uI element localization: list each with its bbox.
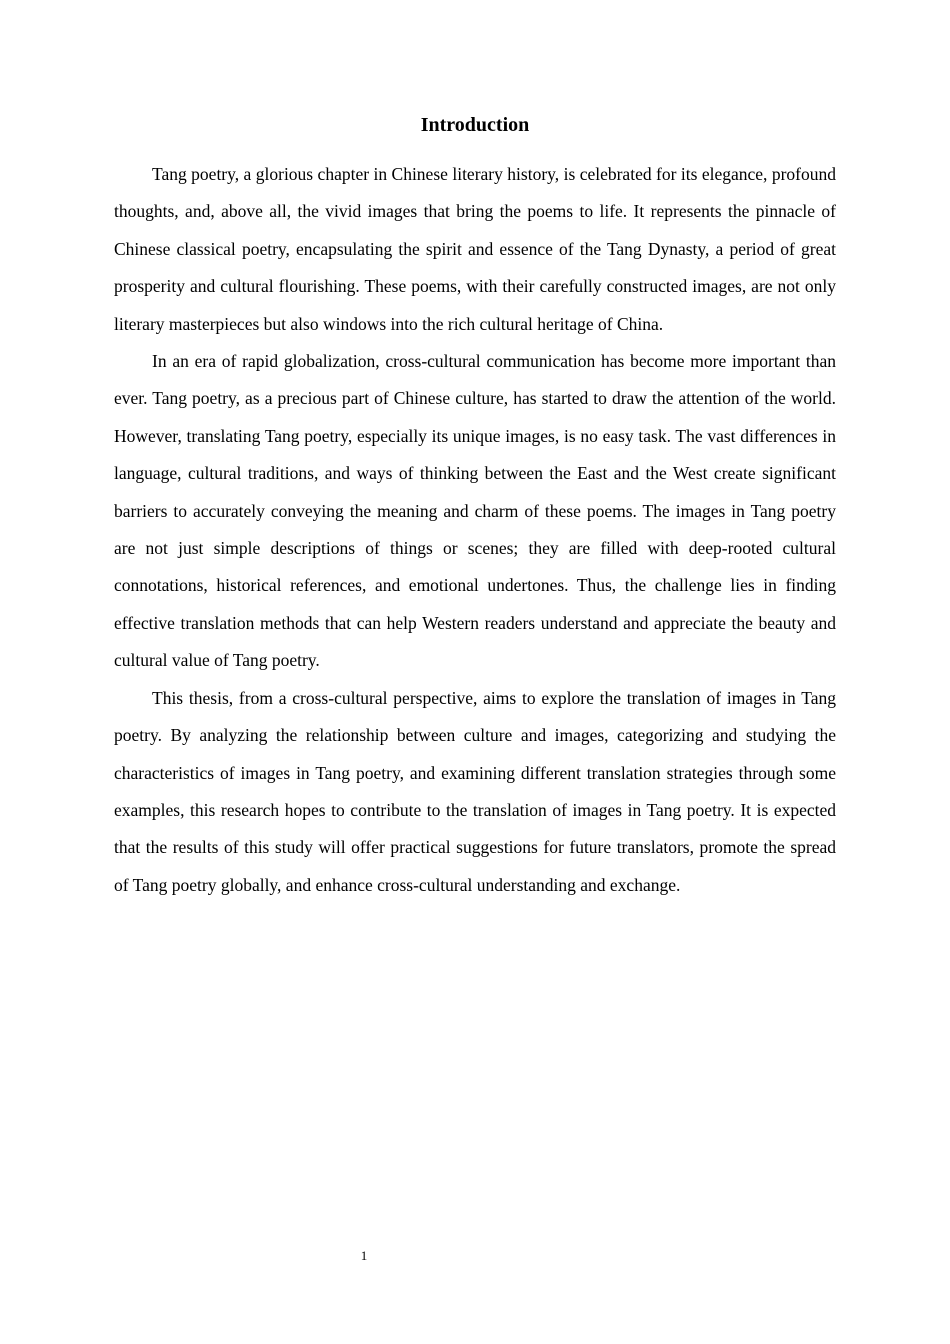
- page-number: 1: [360, 1248, 368, 1263]
- page-content: [114, 112, 836, 904]
- paragraph-1: Tang poetry, a glorious chapter in Chinese literary history, is celebrated for its elegance, profound thoughts, and, above all, the vivid images that bring the poems to life. It represents the pinnacle of Chinese classical poetry, encapsulating the spirit and essence of the Tang Dynasty, a period of great prosperity and cultural flourishing. These poems, with their carefully constructed images, are not only literary masterpieces but also windows into the rich cultural heritage of China.: [114, 164, 836, 334]
- body-text: [114, 156, 836, 904]
- paragraph-2: In an era of rapid globalization, cross-cultural communication has become more important than ever. Tang poetry, as a precious part of Chinese culture, has started to draw the attention of the world. However, translating Tang poetry, especially its unique images, is no easy task. The vast differences in language, cultural traditions, and ways of thinking between the East and the West create significant barriers to accurately conveying the meaning and charm of these poems. The images in Tang poetry are not just simple descriptions of things or scenes; they are filled with deep-rooted cultural connotations, historical references, and emotional undertones. Thus, the challenge lies in finding effective translation methods that can help Western readers understand and appreciate the beauty and cultural value of Tang poetry.: [114, 351, 836, 671]
- section-title: Introduction: [420, 114, 530, 136]
- paragraph-3: This thesis, from a cross-cultural perspective, aims to explore the translation of images in Tang poetry. By analyzing the relationship between culture and images, categorizing and studying the characteristics of images in Tang poetry, and examining different translation strategies through some examples, this research hopes to contribute to the translation of images in Tang poetry. It is expected that the results of this study will offer practical suggestions for future translators, promote the spread of Tang poetry globally, and enhance cross-cultural understanding and exchange.: [114, 687, 836, 895]
